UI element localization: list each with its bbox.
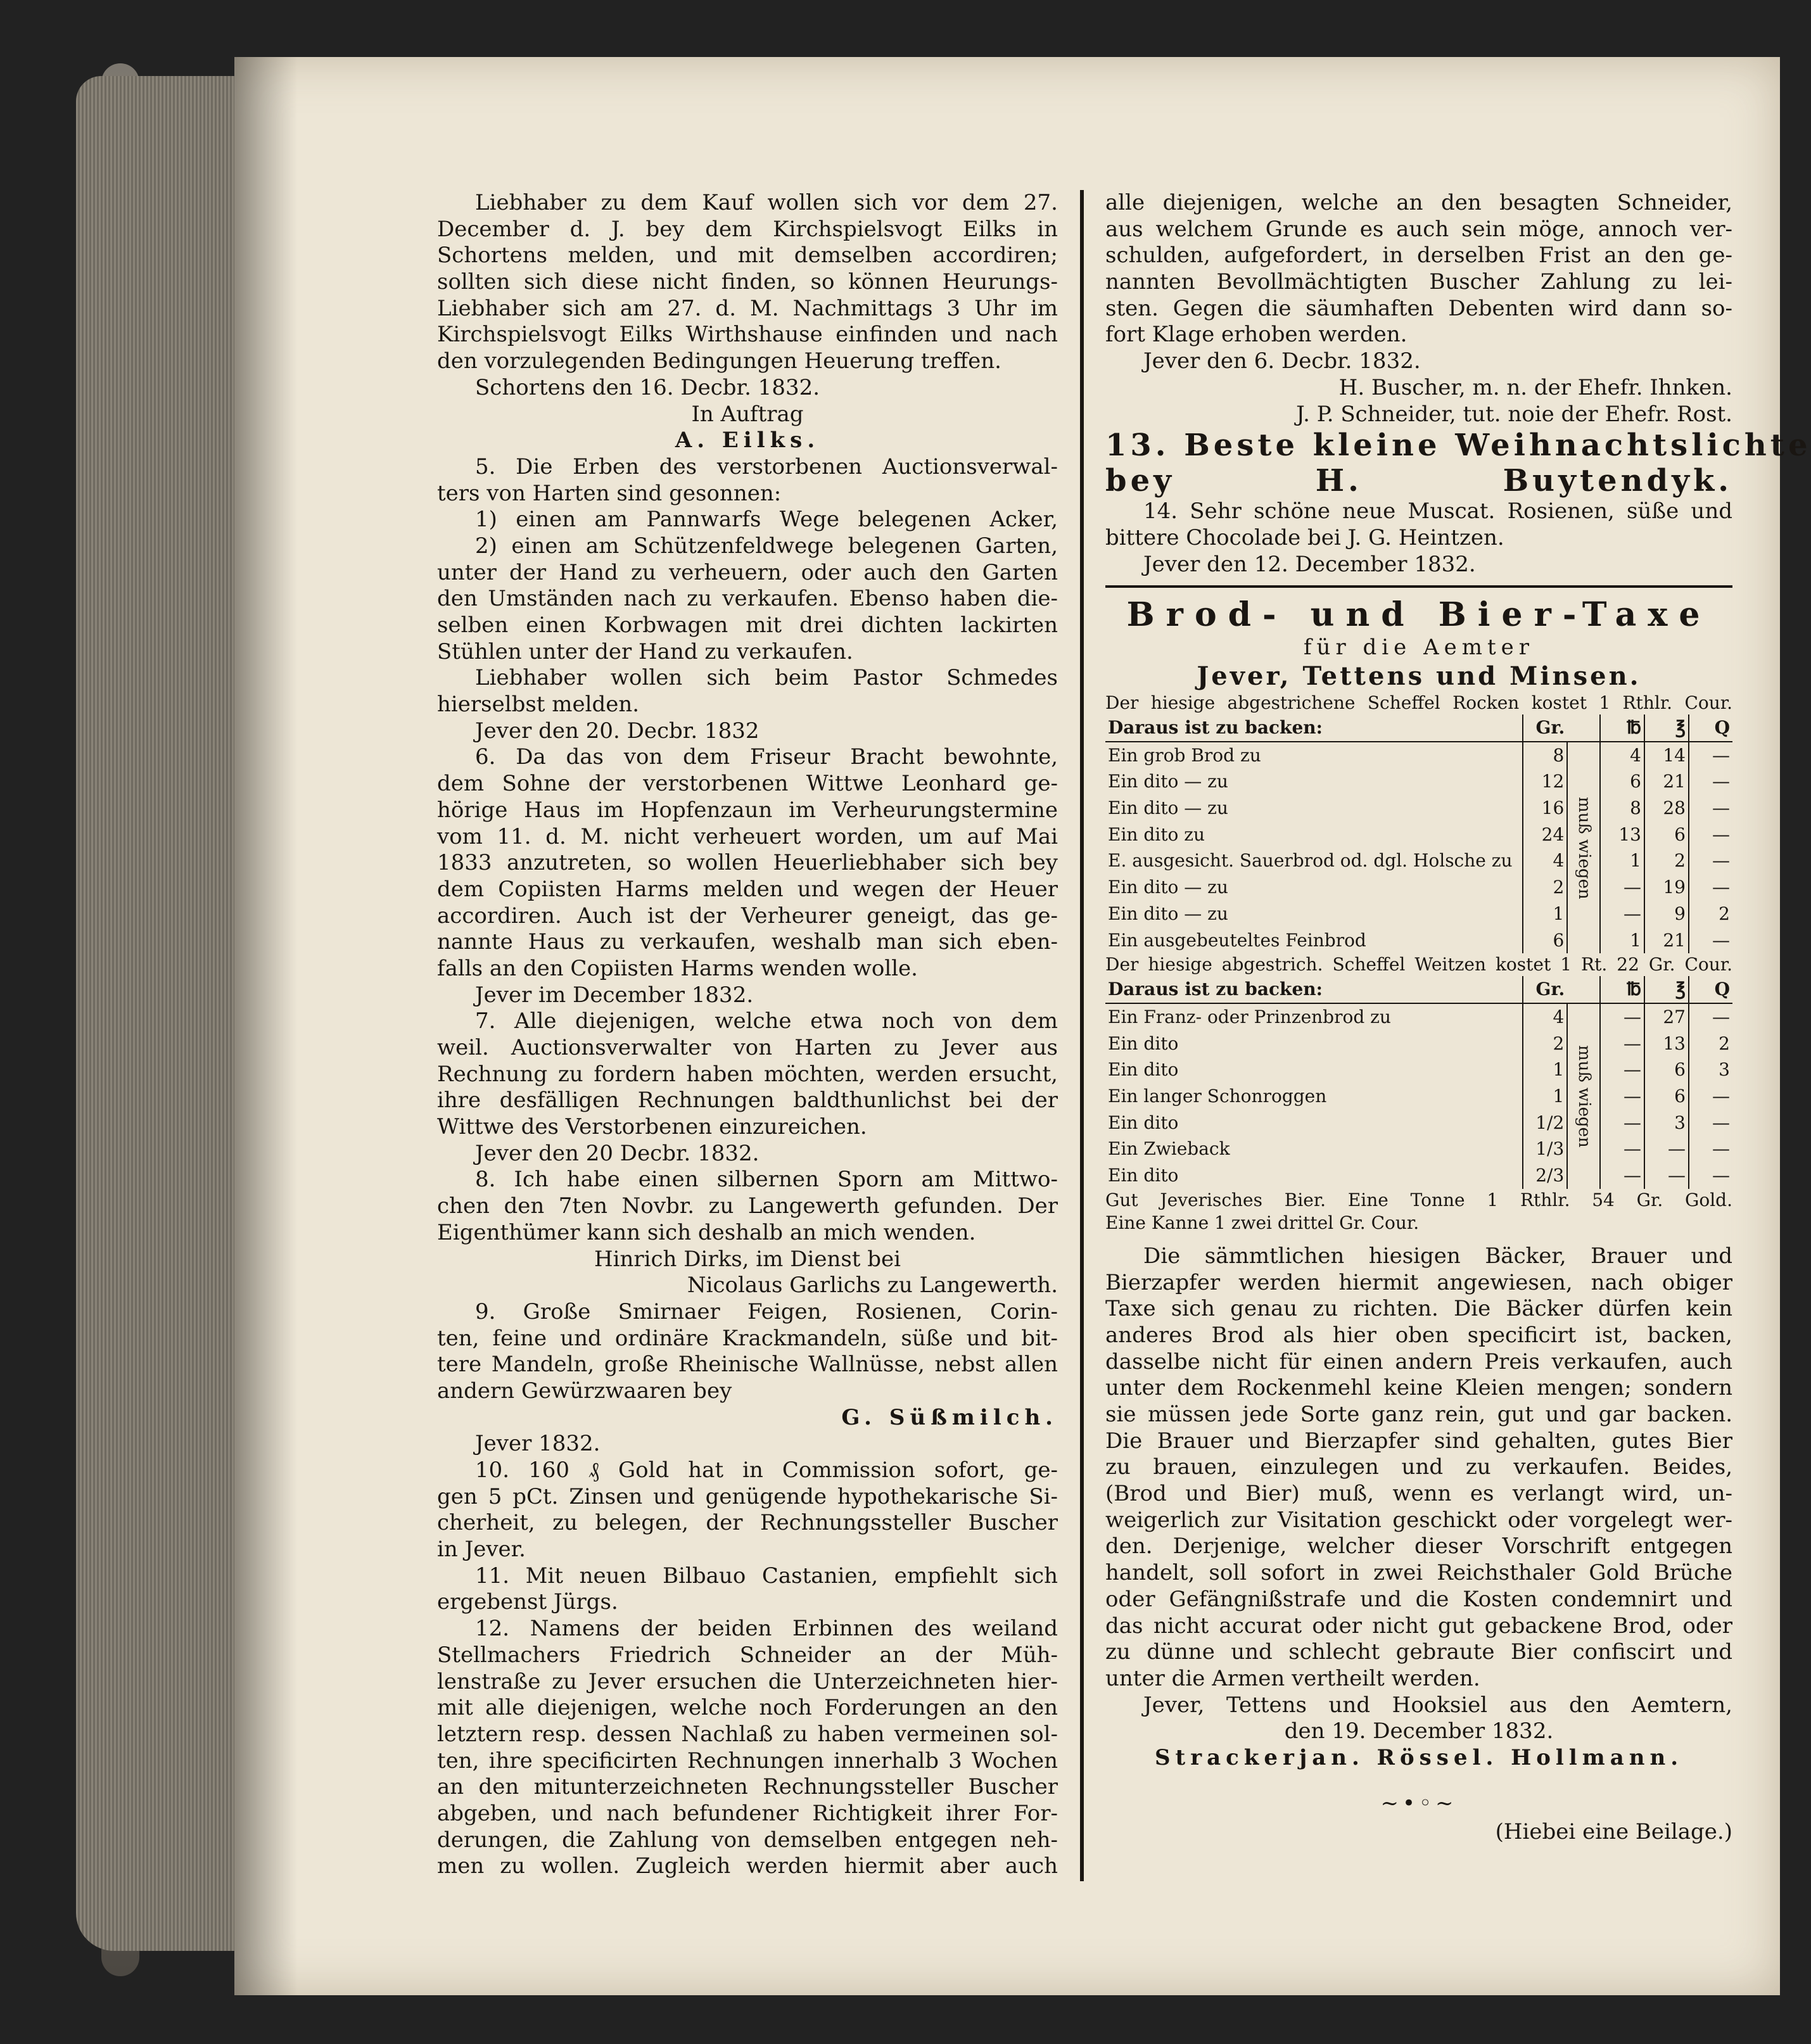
item-value: — <box>1600 1083 1644 1110</box>
item-value: 6 <box>1644 1057 1689 1083</box>
column-header: ℔ <box>1600 714 1644 742</box>
text-line: 2) einen am Schützenfeldwege belegenen Garten, <box>475 533 1058 559</box>
divider <box>1105 585 1732 588</box>
text-line: den 19. December 1832. <box>1284 1718 1554 1744</box>
table-row <box>1105 901 1732 927</box>
text-line: zu dünne und schlecht gebraute Bier confiscirt und <box>1105 1639 1732 1665</box>
item-value: 1/2 <box>1523 1110 1567 1136</box>
text-line: das nicht accurat oder nicht gut gebackene Brod, oder <box>1105 1613 1732 1639</box>
column-header: Gr. <box>1523 976 1567 1003</box>
text-line: derungen, die Zahlung von demselben entgegen neh- <box>437 1827 1058 1853</box>
text-line: in Jever. <box>437 1537 526 1563</box>
item-value: 2/3 <box>1523 1162 1567 1189</box>
text-line: hörige Haus im Hopfenzaun im Verheurungstermine <box>437 797 1058 823</box>
text-line: Jever den 20. Decbr. 1832 <box>475 718 759 744</box>
item-value: 8 <box>1600 795 1644 822</box>
right-column <box>1105 190 1811 1846</box>
wheat-bread-table <box>1105 976 1732 1189</box>
tariff-ordinance <box>1105 1243 1732 1772</box>
table-row <box>1105 847 1732 874</box>
text-line: Rechnung zu fordern haben möchten, werden ersucht, <box>437 1061 1058 1087</box>
text-line: ten, ihre specificirten Rechnungen innerhalb 3 Wochen <box>437 1748 1058 1774</box>
item-value: 28 <box>1644 795 1689 822</box>
item-value: 14 <box>1644 742 1689 769</box>
item-value: 21 <box>1644 768 1689 795</box>
text-line: oder Gefängnißstrafe und die Kosten condemnirt und <box>1105 1586 1732 1612</box>
text-line: ters von Harten sind gesonnen: <box>437 480 782 506</box>
item-value: — <box>1689 1110 1732 1136</box>
item-value: 13 <box>1644 1031 1689 1057</box>
item-name: Ein langer Schonroggen <box>1108 1086 1327 1107</box>
item-name: Ein dito — zu <box>1108 903 1228 924</box>
item-value: — <box>1689 742 1732 769</box>
item-value: — <box>1600 1003 1644 1031</box>
bake-head: Daraus ist zu backen: <box>1105 714 1523 742</box>
table-row <box>1105 1162 1732 1189</box>
text-line: den. Derjenige, welcher dieser Vorschrift entgegen <box>1105 1533 1732 1559</box>
text-line: Liebhaber sich am 27. d. M. Nachmittags 3 Uhr im <box>437 295 1058 321</box>
item-value: — <box>1689 1136 1732 1162</box>
text-line: vom 11. d. M. nicht verheuert worden, um auf Mai <box>437 823 1058 849</box>
text-line: Bierzapfer werden hiermit angewiesen, nach obiger <box>1105 1269 1732 1295</box>
text-line: 7. Alle diejenigen, welche etwa noch von dem <box>475 1008 1058 1034</box>
table-row <box>1105 1136 1732 1162</box>
text-line: ihre desfälligen Rechnungen baldthunlichst bei der <box>437 1088 1058 1114</box>
text-line: (Brod und Bier) muß, wenn es verlangt wird, un- <box>1105 1481 1732 1507</box>
text-line: zu brauen, einzulegen und zu verkaufen. Beides, <box>1105 1454 1732 1480</box>
text-line: dem Copiisten Harms melden und wegen der Heuer <box>437 876 1058 902</box>
table-row <box>1105 742 1732 769</box>
item-value: 9 <box>1644 901 1689 927</box>
text-line: 1833 anzutreten, so wollen Heuerliebhaber sich bey <box>437 850 1058 876</box>
item-value: 6 <box>1600 768 1644 795</box>
item-value: — <box>1600 874 1644 901</box>
text-line: Liebhaber wollen sich beim Pastor Schmedes <box>475 665 1058 691</box>
table-row <box>1105 822 1732 848</box>
item-value: 1 <box>1523 901 1567 927</box>
text-line: accordiren. Auch ist der Verheurer geneigt, das ge- <box>437 903 1058 929</box>
left-column <box>437 190 1058 1880</box>
text-line: Jever, Tettens und Hooksiel aus den Aemtern, <box>1143 1692 1732 1718</box>
tariff-subtitle: für die Aemter <box>1303 635 1535 661</box>
item-value: 21 <box>1644 927 1689 954</box>
text-line: gen 5 pCt. Zinsen und genügende hypothekarische Si- <box>437 1483 1058 1509</box>
spacer <box>1567 976 1600 1003</box>
table-row <box>1105 1031 1732 1057</box>
text-line: den Umständen nach zu verkaufen. Ebenso haben die- <box>437 586 1058 612</box>
text-line: mit alle diejenigen, welche noch Forderungen an den <box>437 1695 1058 1721</box>
table-row <box>1105 1003 1732 1031</box>
item-value: 19 <box>1644 874 1689 901</box>
column-header: Gr. <box>1523 714 1567 742</box>
text-line: hierselbst melden. <box>437 692 640 718</box>
item-value: — <box>1689 1162 1732 1189</box>
text-line: G. Süßmilch. <box>841 1404 1058 1430</box>
notice-12-continuation <box>1105 190 1732 428</box>
text-line: unter dem Rockenmehl keine Kleien mengen; sondern <box>1105 1375 1732 1401</box>
text-line: 8. Ich habe einen silbernen Sporn am Mittwo- <box>475 1167 1058 1193</box>
text-line: Strackerjan. Rössel. Hollmann. <box>1154 1744 1684 1770</box>
text-line: 6. Da das von dem Friseur Bracht bewohnte, <box>475 744 1058 770</box>
item-value: — <box>1689 927 1732 954</box>
text-line: sollten sich diese nicht finden, so können Heurungs- <box>437 269 1058 295</box>
table-row <box>1105 1110 1732 1136</box>
text-line: Die sämmtlichen hiesigen Bäcker, Brauer und <box>1143 1243 1732 1269</box>
column-header: Q <box>1689 976 1732 1003</box>
text-line: selben einen Korbwagen mit drei dichten lackirten <box>437 613 1058 638</box>
text-line: Liebhaber zu dem Kauf wollen sich vor dem 27. <box>475 190 1058 215</box>
item-name: Ein dito <box>1108 1165 1179 1186</box>
text-line: andern Gewürzwaaren bey <box>437 1378 732 1404</box>
column-rule <box>1080 190 1084 1881</box>
item-value: 3 <box>1644 1110 1689 1136</box>
text-line: falls an den Copiisten Harms wenden wolle. <box>437 955 918 981</box>
ornament: ~•◦~ <box>1380 1790 1458 1816</box>
item-name: Ein ausgebeuteltes Feinbrod <box>1108 929 1366 951</box>
item-name: Ein dito — zu <box>1108 771 1228 792</box>
item-value: — <box>1689 822 1732 848</box>
item-value: 2 <box>1523 1031 1567 1057</box>
item-value: 4 <box>1523 1003 1567 1031</box>
wheat-price-intro: Der hiesige abgestrich. Scheffel Weitzen kostet 1 Rt. 22 Gr. Cour. <box>1105 954 1732 975</box>
text-line: Eigenthümer kann sich deshalb an mich wenden. <box>437 1219 976 1245</box>
tariff-places: Jever, Tettens und Minsen. <box>1197 661 1641 691</box>
notice-14 <box>1105 498 1732 578</box>
text-line: sten. Gegen die säumhaften Debenten wird dann so- <box>1105 295 1732 321</box>
item-value: 13 <box>1600 822 1644 848</box>
text-line: men zu wollen. Zugleich werden hiermit aber auch <box>437 1853 1058 1879</box>
item-value: 8 <box>1523 742 1567 769</box>
item-value: 16 <box>1523 795 1567 822</box>
text-line: den vorzulegenden Bedingungen Heuerung treffen. <box>437 348 1001 374</box>
text-line: aus welchem Grunde es auch sein möge, annoch ver- <box>1105 216 1732 242</box>
text-line: dem Sohne der verstorbenen Wittwe Leonhard ge- <box>437 771 1058 797</box>
table-row <box>1105 1057 1732 1083</box>
item-value: 6 <box>1644 1083 1689 1110</box>
text-line: fort Klage erhoben werden. <box>1105 322 1407 348</box>
text-line: A. Eilks. <box>675 428 820 454</box>
text-line: In Auftrag <box>691 401 804 427</box>
book-page-edges <box>76 76 241 1951</box>
text-line: J. P. Schneider, tut. noie der Ehefr. Rost. <box>1296 401 1732 427</box>
text-line: 1) einen am Pannwarfs Wege belegenen Acker, <box>475 507 1058 533</box>
text-line: unter die Armen vertheilt werden. <box>1105 1665 1480 1691</box>
table-header <box>1105 976 1732 1003</box>
text-line: H. Buscher, m. n. der Ehefr. Ihnken. <box>1338 374 1732 400</box>
text-line: 12. Namens der beiden Erbinnen des weiland <box>475 1616 1058 1642</box>
column-header: ℥ <box>1644 976 1689 1003</box>
item-value: 12 <box>1523 768 1567 795</box>
item-value: — <box>1600 1136 1644 1162</box>
text-line: December d. J. bey dem Kirchspielsvogt Eilks in <box>437 216 1058 242</box>
text-line: dasselbe nicht für einen andern Preis verkaufen, auch <box>1105 1349 1732 1374</box>
item-value: — <box>1689 1003 1732 1031</box>
text-line: chen den 7ten Novbr. zu Langewerth gefunden. Der <box>437 1193 1058 1219</box>
item-value: — <box>1644 1136 1689 1162</box>
item-name: Ein dito — zu <box>1108 877 1228 898</box>
item-name: Ein dito — zu <box>1108 797 1228 819</box>
item-value: 24 <box>1523 822 1567 848</box>
text-line: Jever den 12. December 1832. <box>1143 551 1476 577</box>
text-line: lenstraße zu Jever ersuchen die Unterzeichneten hier- <box>437 1668 1058 1694</box>
rye-bread-table <box>1105 714 1732 953</box>
column-header: ℔ <box>1600 976 1644 1003</box>
item-value: 4 <box>1523 847 1567 874</box>
must-weigh-label: muß wiegen <box>1567 742 1600 954</box>
item-value: — <box>1689 1083 1732 1110</box>
item-value: 1 <box>1523 1057 1567 1083</box>
text-line: Stühlen unter der Hand zu verkaufen. <box>437 638 853 664</box>
text-line: 10. 160 ₰ Gold hat in Commission sofort, ge- <box>475 1457 1058 1483</box>
item-value: 1 <box>1600 927 1644 954</box>
item-value: 27 <box>1644 1003 1689 1031</box>
bake-head: Daraus ist zu backen: <box>1105 976 1523 1003</box>
item-value: — <box>1600 901 1644 927</box>
text-line: Taxe sich genau zu richten. Die Bäcker dürfen kein <box>1105 1296 1732 1322</box>
item-value: 6 <box>1523 927 1567 954</box>
item-value: 1 <box>1523 1083 1567 1110</box>
item-value: — <box>1600 1162 1644 1189</box>
text-line: weigerlich zur Visitation geschickt oder vorgelegt wer- <box>1105 1507 1732 1533</box>
item-name: Ein dito <box>1108 1032 1179 1054</box>
column-header: ℥ <box>1644 714 1689 742</box>
text-line: Nicolaus Garlichs zu Langewerth. <box>687 1273 1058 1298</box>
notice-13-line2: bey H. Buytendyk. <box>1105 463 1732 499</box>
item-value: — <box>1644 1162 1689 1189</box>
text-line: an den mitunterzeichneten Rechnungssteller Buscher <box>437 1774 1058 1800</box>
spacer <box>1567 714 1600 742</box>
table-row <box>1105 1083 1732 1110</box>
text-line: schulden, aufgefordert, in derselben Frist an den ge- <box>1105 243 1732 269</box>
text-line: nannte Haus zu verkaufen, weshalb man sich eben- <box>437 929 1058 955</box>
item-value: 2 <box>1689 901 1732 927</box>
item-name: Ein dito <box>1108 1112 1179 1133</box>
item-name: E. ausgesicht. Sauerbrod od. dgl. Holsche zu <box>1108 850 1513 872</box>
text-line: Jever den 20 Decbr. 1832. <box>475 1140 759 1166</box>
text-line: Schortens melden, und mit demselben accordiren; <box>437 243 1058 269</box>
item-value: 1/3 <box>1523 1136 1567 1162</box>
gutter-shadow <box>234 57 298 1995</box>
text-line: alle diejenigen, welche an den besagten Schneider, <box>1105 190 1732 215</box>
text-line: bittere Chocolade bei J. G. Heintzen. <box>1105 524 1504 550</box>
supplement-note: (Hiebei eine Beilage.) <box>1495 1819 1732 1845</box>
item-value: — <box>1600 1031 1644 1057</box>
item-value: — <box>1689 874 1732 901</box>
tariff-title: Brod- und Bier-Taxe <box>1126 595 1712 635</box>
item-value: — <box>1689 768 1732 795</box>
item-value: 2 <box>1523 874 1567 901</box>
table-row <box>1105 927 1732 954</box>
item-value: — <box>1600 1110 1644 1136</box>
text-line: letztern resp. dessen Nachlaß zu haben vermeinen sol- <box>437 1721 1058 1747</box>
text-line: unter der Hand zu verheuern, oder auch den Garten <box>437 559 1058 585</box>
text-line: 14. Sehr schöne neue Muscat. Rosienen, süße und <box>1143 498 1732 524</box>
rye-price-intro: Der hiesige abgestrichene Scheffel Rocken kostet 1 Rthlr. Cour. <box>1105 692 1732 713</box>
text-line: Jever den 6. Decbr. 1832. <box>1143 348 1421 374</box>
notice-13-line1: 13. Beste kleine Weihnachtslichte <box>1105 428 1811 464</box>
item-value: 6 <box>1644 822 1689 848</box>
item-value: — <box>1600 1057 1644 1083</box>
text-line: Jever im December 1832. <box>475 982 754 1008</box>
text-line: Wittwe des Verstorbenen einzureichen. <box>437 1114 867 1140</box>
item-value: 2 <box>1644 847 1689 874</box>
item-value: 2 <box>1689 1031 1732 1057</box>
text-line: ergebenst Jürgs. <box>437 1589 618 1615</box>
text-line: tere Mandeln, große Rheinische Wallnüsse, nebst allen <box>437 1352 1058 1378</box>
table-row <box>1105 795 1732 822</box>
price-tariff <box>1105 595 1732 1235</box>
text-line: 11. Mit neuen Bilbauo Castanien, empfiehlt sich <box>475 1563 1058 1589</box>
item-name: Ein Zwieback <box>1108 1138 1230 1160</box>
text-line: abgeben, und nach befundener Richtigkeit ihrer For- <box>437 1800 1058 1826</box>
text-line: handelt, soll sofort in zwei Reichsthaler Gold Brüche <box>1105 1560 1732 1586</box>
text-line: nannten Bevollmächtigten Buscher Zahlung zu lei- <box>1105 269 1732 295</box>
table-row <box>1105 874 1732 901</box>
item-value: 1 <box>1600 847 1644 874</box>
text-line: Jever 1832. <box>475 1431 600 1457</box>
column-header: Q <box>1689 714 1732 742</box>
text-line: Kirchspielsvogt Eilks Wirthshause einfinden und nach <box>437 322 1058 348</box>
beer-price-line: Gut Jeverisches Bier. Eine Tonne 1 Rthlr. 54 Gr. Gold. <box>1105 1189 1732 1210</box>
text-line: 5. Die Erben des verstorbenen Auctionsverwal- <box>475 454 1058 479</box>
text-line: Hinrich Dirks, im Dienst bei <box>594 1246 901 1272</box>
text-line: Schortens den 16. Decbr. 1832. <box>475 374 820 400</box>
must-weigh-label: muß wiegen <box>1567 1003 1600 1189</box>
text-line: anderes Brod als hier oben specificirt ist, backen, <box>1105 1322 1732 1348</box>
item-name: Ein grob Brod zu <box>1108 744 1261 766</box>
text-line: weil. Auctionsverwalter von Harten zu Jever aus <box>437 1035 1058 1060</box>
table-header <box>1105 714 1732 742</box>
item-value: — <box>1689 795 1732 822</box>
item-name: Ein Franz- oder Prinzenbrod zu <box>1108 1006 1391 1027</box>
text-line: Die Brauer und Bierzapfer sind gehalten, gutes Bier <box>1105 1428 1732 1454</box>
item-name: Ein dito <box>1108 1059 1179 1081</box>
text-line: sie müssen jede Sorte ganz rein, gut und gar backen. <box>1105 1402 1732 1428</box>
item-value: 3 <box>1689 1057 1732 1083</box>
table-row <box>1105 768 1732 795</box>
beer-jug-price-line: Eine Kanne 1 zwei drittel Gr. Cour. <box>1105 1212 1420 1233</box>
item-name: Ein dito zu <box>1108 823 1205 845</box>
text-line: ten, feine und ordinäre Krackmandeln, süße und bit- <box>437 1325 1058 1351</box>
item-value: 4 <box>1600 742 1644 769</box>
text-line: cherheit, zu belegen, der Rechnungssteller Buscher <box>437 1510 1058 1536</box>
text-line: Stellmachers Friedrich Schneider an der Müh- <box>437 1642 1058 1668</box>
item-value: — <box>1689 847 1732 874</box>
text-line: 9. Große Smirnaer Feigen, Rosienen, Corin- <box>475 1298 1058 1324</box>
